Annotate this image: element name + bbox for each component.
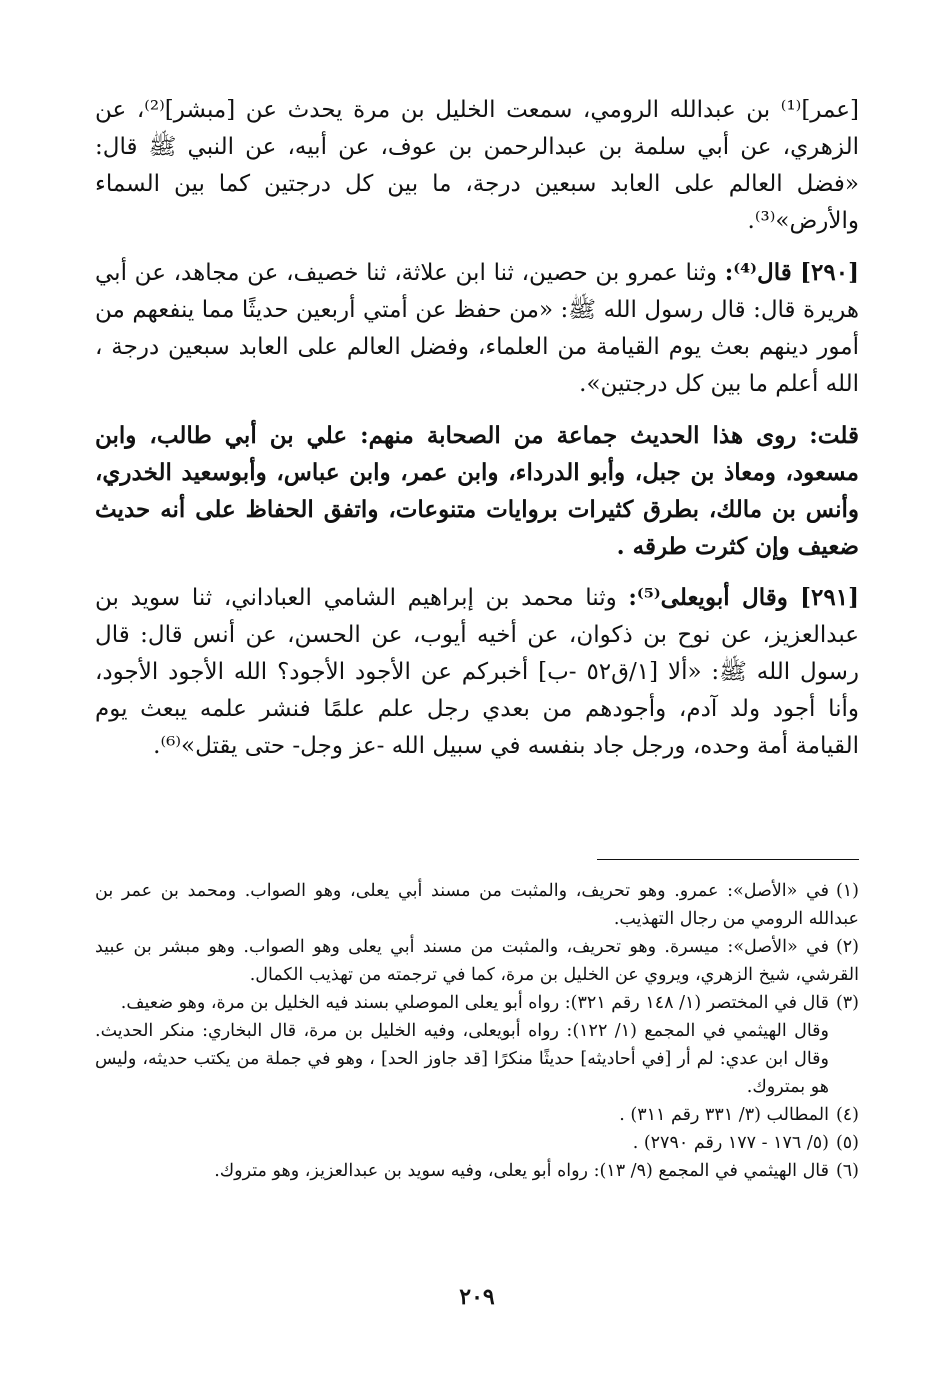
paragraph-291 [95, 579, 859, 765]
footnote-number: (١) [835, 881, 859, 901]
footnotes [95, 877, 859, 1185]
footnote-3-continued [95, 1017, 829, 1101]
footnote-5 [95, 1129, 859, 1157]
paragraph-1-text: [عمر]⁽¹⁾ بن عبدالله الرومي، سمعت الخليل بن مرة يحدث عن [مبشر]⁽²⁾، عن الزهري، عن أبي سلمة بن عبدالرحمن بن عوف، عن أبيه، عن النبي ﷺ قال: «فضل العالم على العابد سبعين درجة، ما بين كل درجتين كما بين السماء والأرض»⁽³⁾. [95, 97, 859, 234]
footnote-number: (٣) [835, 993, 859, 1013]
footnote-text: في «الأصل»: عمرو. وهو تحريف، والمثبت من مسند أبي يعلى، وهو الصواب. ومحمد بن عمر بن عبدالله الرومي من رجال التهذيب. [95, 881, 859, 929]
main-text [95, 92, 859, 765]
commentary-text: قلت: روى هذا الحديث جماعة من الصحابة منهم: علي بن أبي طالب، وابن مسعود، ومعاذ بن جبل، وأبو الدرداء، وابن عمر، وابن عباس، وأبوسعيد الخدري، وأنس بن مالك، بطرق كثيرات بروايات متنوعات، واتفق الحفاظ على أنه حديث ضعيف وإن كثرت طرقه . [95, 422, 859, 560]
footnote-number: (٤) [835, 1105, 859, 1125]
paragraph-290 [95, 254, 859, 403]
footnote-number: (٦) [835, 1161, 859, 1181]
footnote-text: في «الأصل»: ميسرة. وهو تحريف، والمثبت من مسند أبي يعلى وهو الصواب. وهو مبشر بن عبيد القرشي، شيخ الزهري، ويروي عن الخليل بن مرة، كما في ترجمته من تهذيب الكمال. [95, 937, 859, 985]
hadith-number-290: [٢٩٠] قال⁽⁴⁾: [724, 259, 859, 286]
footnote-divider [597, 859, 859, 860]
footnote-text: (٥/ ١٧٦ - ١٧٧ رقم ٢٧٩٠) . [632, 1133, 829, 1153]
footnote-1 [95, 877, 859, 933]
book-page [95, 92, 859, 1380]
paragraph-291-text: وثنا محمد بن إبراهيم الشامي العباداني، ثنا سويد بن عبدالعزيز، عن نوح بن ذكوان، عن أخيه أيوب، عن الحسن، عن أنس قال: قال رسول الله ﷺ: «ألا [١/ق٥٢ -ب] أخبركم عن الأجود الأجود؟ الله الأجود الأجود، وأنا أجود ولد آدم، وأجودهم من بعدي رجل علم علمًا فنشر علمه يبعث يوم القيامة أمة وحده، ورجل جاد بنفسه في سبيل الله -عز وجل- حتى يقتل»⁽⁶⁾. [95, 585, 859, 759]
footnote-3 [95, 989, 859, 1017]
page-number: ٢٠٩ [459, 1284, 495, 1310]
footnote-text: قال الهيثمي في المجمع (٩/ ١٣): رواه أبو يعلى، وفيه سويد بن عبدالعزيز، وهو متروك. [214, 1161, 829, 1181]
commentary-paragraph [95, 417, 859, 565]
footnote-2 [95, 933, 859, 989]
paragraph-290-text: وثنا عمرو بن حصين، ثنا ابن علاثة، ثنا خصيف، عن مجاهد، عن أبي هريرة قال: قال رسول الله ﷺ: «من حفظ عن أمتي أربعين حديثًا مما ينفعهم من أمور دينهم بعث يوم القيامة من العلماء، وفضل العالم على العابد سبعين درجة ، الله أعلم ما بين كل درجتين». [95, 260, 859, 397]
footnote-text: المطالب (٣/ ٣٣١ رقم ٣١١) . [619, 1105, 829, 1125]
footnote-6 [95, 1157, 859, 1185]
footnote-number: (٥) [835, 1133, 859, 1153]
paragraph-1 [95, 92, 859, 240]
footnote-4 [95, 1101, 859, 1129]
footnote-number: (٢) [835, 937, 859, 957]
footnote-text: وقال الهيثمي في المجمع (١/ ١٢٢): رواه أبويعلى، وفيه الخليل بن مرة، قال البخاري: منكر الحديث. وقال ابن عدي: لم أر [في أحاديثه] حديثًا منكرًا [قد جاوز الحد] ، وهو في جملة من يكتب حديثه، وليس هو بمتروك. [95, 1021, 829, 1097]
hadith-number-291: [٢٩١] وقال أبويعلى⁽⁵⁾: [628, 584, 859, 611]
footnote-text: قال في المختصر (١/ ١٤٨ رقم ٣٢١): رواه أبو يعلى الموصلي بسند فيه الخليل بن مرة، وهو ضعيف. [120, 993, 829, 1013]
